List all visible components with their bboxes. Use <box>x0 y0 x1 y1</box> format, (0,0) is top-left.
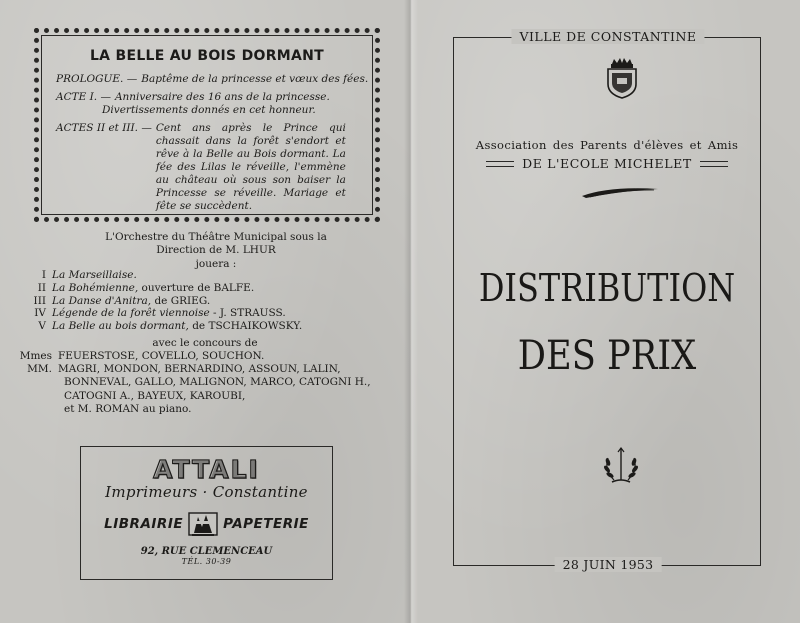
performers-names-continued: CATOGNI A., BAYEUX, KAROUBI, <box>64 389 246 402</box>
advert-telephone: TÉL. 30-39 <box>181 557 232 566</box>
piece-composer: ouverture de BALFE. <box>138 281 255 294</box>
act-heading: PROLOGUE. — <box>56 73 138 85</box>
performers-mm <box>8 363 368 376</box>
act-description-continued: Divertissements donnés en cet honneur. <box>102 104 316 116</box>
piece-composer: de TSCHAIKOWSKY. <box>188 320 303 333</box>
piece-composer: de GRIEG. <box>151 294 211 307</box>
association-name: Association des Parents d'élèves et Amis <box>475 138 739 152</box>
performers-list <box>8 350 371 416</box>
act-description: Baptême de la princesse et vœux des fées. <box>141 73 369 85</box>
orchestra-line-2: Direction de M. LHUR <box>156 244 276 256</box>
performers-prefix: Mmes <box>19 350 52 362</box>
piece-number: I <box>41 269 46 281</box>
act-heading: ACTE I. — <box>56 91 111 103</box>
piece-composer: - J. STRAUSS. <box>209 307 286 320</box>
piece-title: La Bohémienne, <box>52 281 139 294</box>
performers-mmes <box>8 350 368 363</box>
printer-advertisement <box>80 446 333 580</box>
page-fold <box>404 0 418 623</box>
advert-company-name: ATTALI <box>153 455 260 484</box>
concours-label: avec le concours de <box>152 337 258 349</box>
program-box <box>34 28 380 222</box>
school-name: DE L'ECOLE MICHELET <box>522 156 692 171</box>
advert-services <box>81 507 332 541</box>
performers-names-continued: BONNEVAL, GALLO, MALIGNON, MARCO, CATOGNI H., <box>64 376 371 389</box>
advert-address: 92, RUE CLEMENCEAU <box>140 546 273 557</box>
piece-title: La Marseillaise. <box>52 269 137 281</box>
act-heading: ACTES II et III. — <box>56 122 152 134</box>
school-name-row <box>453 156 761 171</box>
piece-number: II <box>37 281 46 294</box>
printer-emblem-icon <box>186 507 220 541</box>
act-two-three <box>56 122 372 213</box>
advert-subtitle: Imprimeurs · Constantine <box>105 483 308 501</box>
act-prologue <box>56 73 372 86</box>
decorative-dash <box>486 161 514 167</box>
decorative-dash <box>700 161 728 167</box>
title-line-1: DISTRIBUTION <box>478 266 736 310</box>
act-description: Anniversaire des 16 ans de la princesse. <box>114 91 330 103</box>
list-item <box>6 282 302 295</box>
piece-number: IV <box>34 307 46 320</box>
piece-title: La Danse d'Anitra, <box>52 294 152 307</box>
city-label: VILLE DE CONSTANTINE <box>511 29 704 44</box>
performers-prefix: MM. <box>27 363 52 376</box>
program-title: LA BELLE AU BOIS DORMANT <box>89 48 325 64</box>
orchestra-line-1: L'Orchestre du Théâtre Municipal sous la <box>105 231 327 243</box>
act-one <box>56 91 372 117</box>
list-item <box>6 320 302 333</box>
advert-word-librairie: LIBRAIRIE <box>104 516 184 532</box>
ornamental-swash-icon <box>580 184 660 200</box>
city-coat-of-arms-icon <box>604 56 640 100</box>
title-line-2: DES PRIX <box>517 333 697 379</box>
date-label: 28 JUIN 1953 <box>555 557 662 572</box>
list-item <box>6 307 302 320</box>
list-item <box>6 269 302 282</box>
performers-names: MAGRI, MONDON, BERNARDINO, ASSOUN, LALIN, <box>58 363 341 376</box>
orchestra-line-3: jouera : <box>195 258 237 270</box>
performers-names: FEUERSTOSE, COVELLO, SOUCHON. <box>58 350 265 362</box>
advert-word-papeterie: PAPETERIE <box>223 516 309 532</box>
piece-number: III <box>33 294 46 307</box>
performers-names-continued: et M. ROMAN au piano. <box>64 402 192 415</box>
act-description: Cent ans après le Prince qui chassait dans la forêt s'endort et rêve à la Belle au Bois dormant. La fée des Lilas le réveille, l'emmène au château où sous son baiser la Princesse se réveille. Mariage et fête se succèdent. <box>155 122 346 212</box>
list-item <box>6 295 302 308</box>
piece-number: V <box>38 320 46 333</box>
program-pieces-list <box>6 269 302 333</box>
laurel-wreath-icon <box>600 444 642 488</box>
piece-title: Légende de la forêt viennoise <box>52 307 210 320</box>
piece-title: La Belle au bois dormant, <box>52 320 189 333</box>
